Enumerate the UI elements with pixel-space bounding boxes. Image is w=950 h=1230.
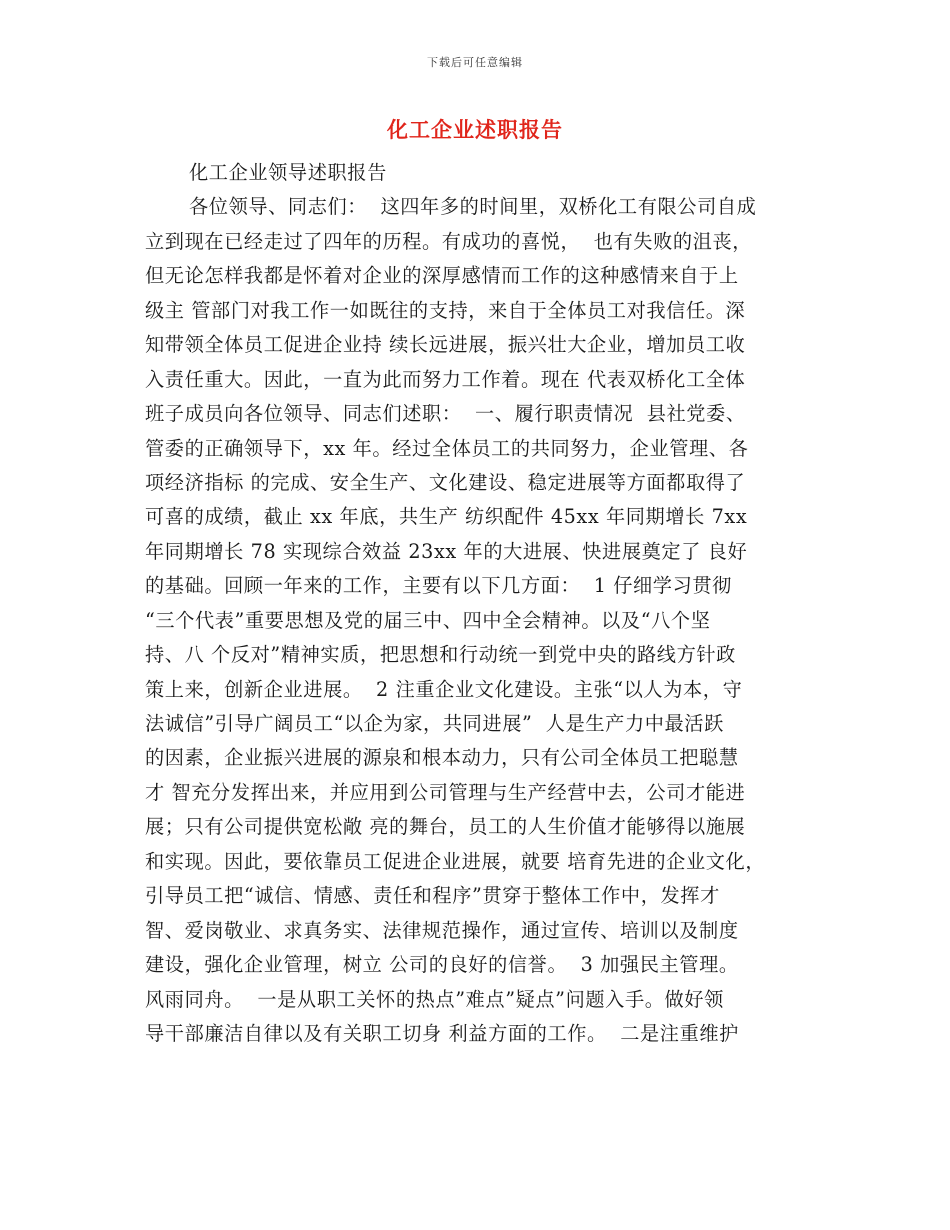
download-note: 下载后可任意编辑 <box>427 56 523 69</box>
paragraph-line: 策上来，创新企业进展。 2 注重企业文化建设。主张“以人为本，守 <box>145 677 743 701</box>
paragraph-line: 引导员工把“诚信、情感、责任和程序”贯穿于整体工作中，发挥才 <box>145 884 720 908</box>
paragraph-line: 建设，强化企业管理，树立 公司的良好的信誉。 3 加强民主管理。 <box>145 953 739 977</box>
document-body <box>145 156 817 1051</box>
paragraph-line: 导干部廉洁自律以及有关职工切身 利益方面的工作。 二是注重维护 <box>145 1021 739 1045</box>
paragraph-line: 法诚信”引导广阔员工“以企为家，共同进展” 人是生产力中最活跃 <box>145 712 724 735</box>
paragraph-line: 智、爱岗敬业、求真务实、法律规范操作，通过宣传、培训以及制度 <box>145 918 739 942</box>
paragraph-line: 立到现在已经走过了四年的历程。有成功的喜悦， 也有失败的沮丧， <box>145 229 753 253</box>
paragraph-line: 和实现。因此，要依靠员工促进企业进展，就要 培育先进的企业文化， <box>145 849 766 873</box>
paragraph-line: 的基础。回顾一年来的工作，主要有以下几方面： 1 仔细学习贯彻 <box>145 574 732 598</box>
paragraph-line: 才 智充分发挥出来，并应用到公司管理与生产经营中去，公司才能进 <box>145 780 746 804</box>
paragraph-line: 各位领导、同志们： 这四年多的时间里，双桥化工有限公司自成 <box>189 195 757 219</box>
paragraph-line: 风雨同舟。 一是从职工关怀的热点”难点”疑点”问题入手。做好领 <box>145 987 724 1011</box>
paragraph-line: 持、八 个反对”精神实质，把思想和行动统一到党中央的路线方针政 <box>145 643 736 667</box>
paragraph-line: 展；只有公司提供宽松敞 亮的舞台，员工的人生价值才能够得以施展 <box>145 815 746 839</box>
paragraph-line: 可喜的成绩，截止 xx 年底，共生产 纺织配件 45xx 年同期增长 7xx <box>145 505 748 529</box>
paragraph-line: 入责任重大。因此，一直为此而努力工作着。现在 代表双桥化工全体 <box>145 367 746 391</box>
paragraph-line: 级主 管部门对我工作一如既往的支持，来自于全体员工对我信任。深 <box>145 298 746 322</box>
paragraph-line: 知带领全体员工促进企业持 续长远进展，振兴壮大企业，增加员工收 <box>145 333 746 357</box>
paragraph-line: 年同期增长 78 实现综合效益 23xx 年的大进展、快进展奠定了 良好 <box>145 539 748 563</box>
paragraph-line: 项经济指标 的完成、安全生产、文化建设、稳定进展等方面都取得了 <box>145 470 746 494</box>
document-title: 化工企业述职报告 <box>387 117 563 142</box>
paragraph-line: 管委的正确领导下，xx 年。经过全体员工的共同努力，企业管理、各 <box>145 436 749 460</box>
paragraph-line: 的因素，企业振兴进展的源泉和根本动力，只有公司全体员工把聪慧 <box>145 746 739 770</box>
paragraph-line: “三个代表”重要思想及党的届三中、四中全会精神。以及“八个坚 <box>145 608 711 632</box>
paragraph-line: 化工企业领导述职报告 <box>189 161 387 184</box>
paragraph-line: 班子成员向各位领导、同志们述职： 一、履行职责情况 县社党委、 <box>145 402 746 426</box>
paragraph-line: 但无论怎样我都是怀着对企业的深厚感情而工作的这种感情来自于上 <box>145 264 739 288</box>
